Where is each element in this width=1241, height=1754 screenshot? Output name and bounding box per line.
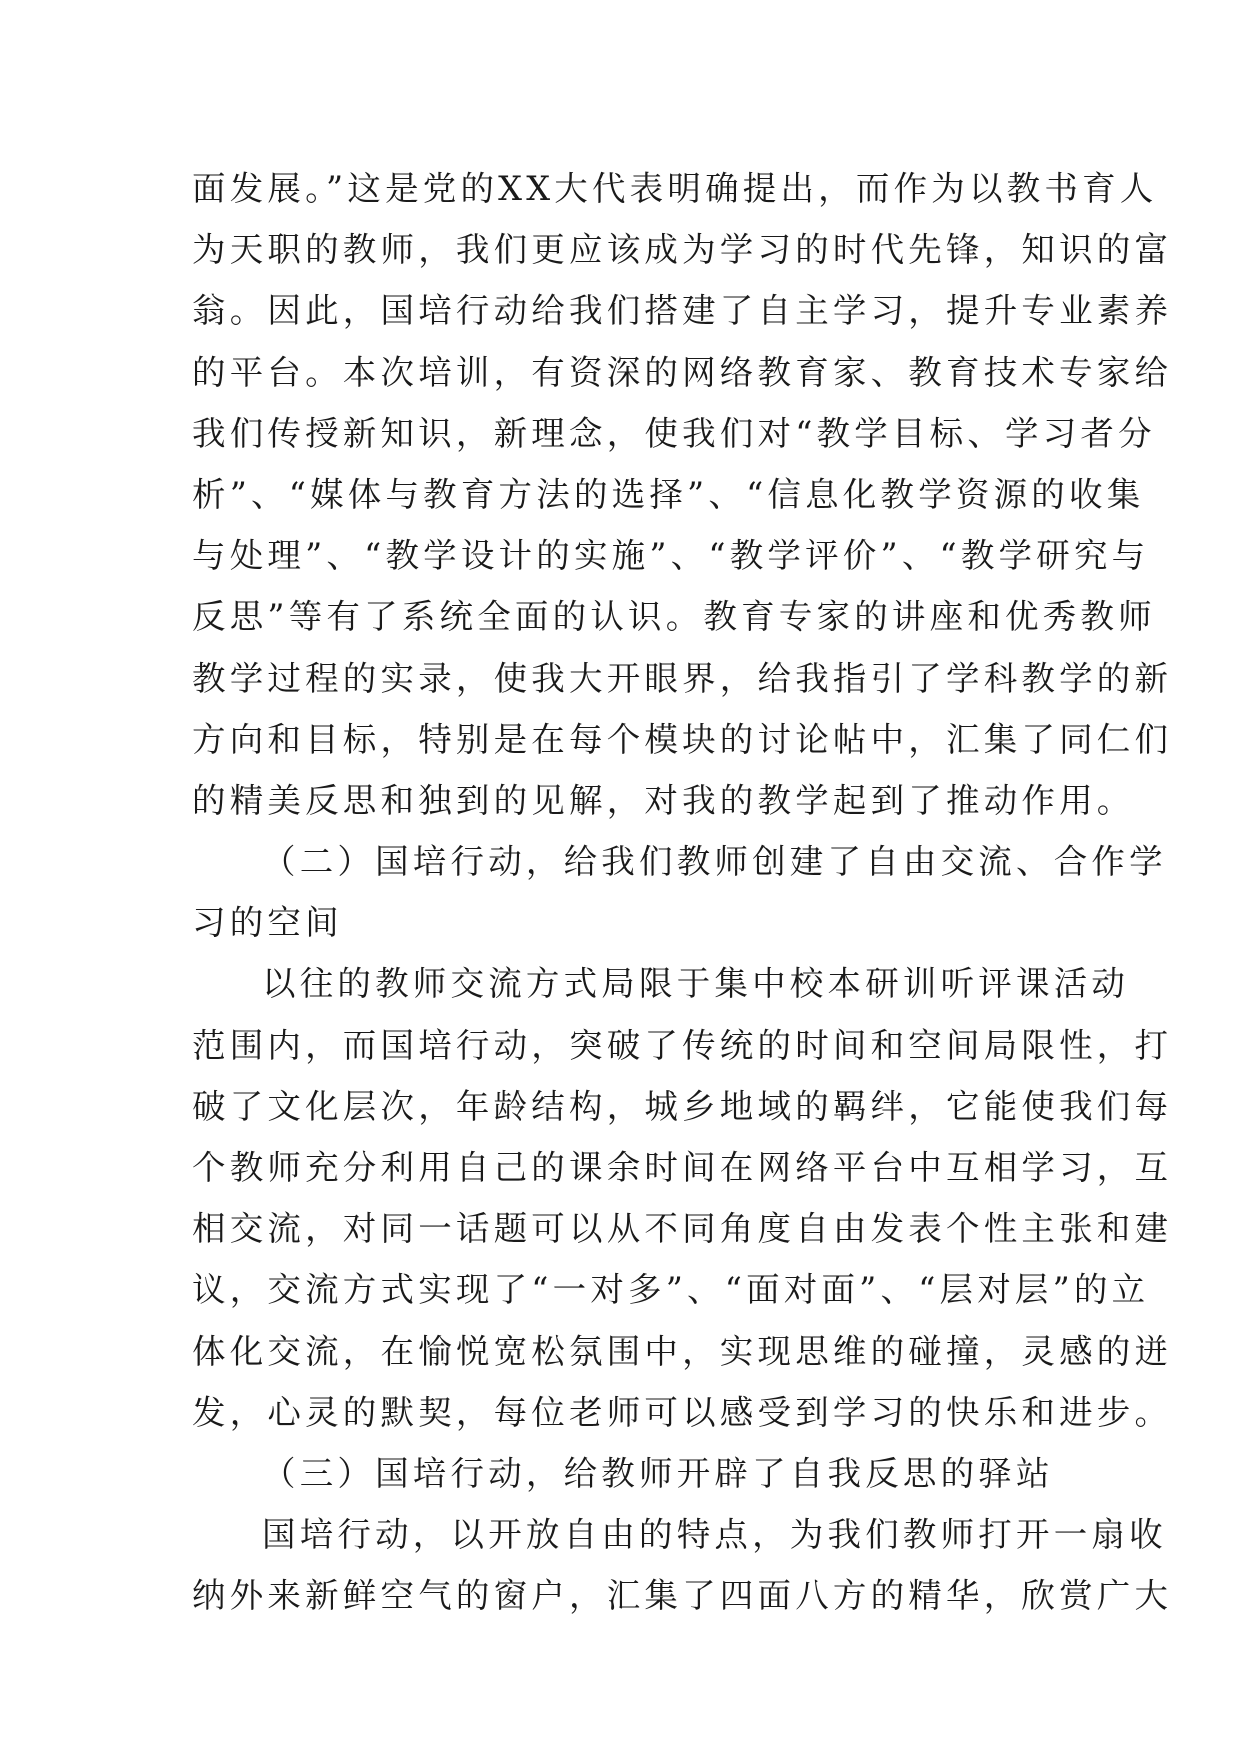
document-body (192, 158, 1173, 1627)
text-line: 相交流，对同一话题可以从不同角度自由发表个性主张和建 (192, 1209, 1173, 1249)
text-line: 方向和目标，特别是在每个模块的讨论帖中，汇集了同仁们 (192, 719, 1173, 759)
text-line: 为天职的教师，我们更应该成为学习的时代先锋，知识的富 (192, 230, 1173, 270)
text-line: 教学过程的实录，使我大开眼界，给我指引了学科教学的新 (192, 658, 1173, 698)
text-line: （三）国培行动，给教师开辟了自我反思的驿站 (262, 1453, 1054, 1493)
text-line: 与处理”、“教学设计的实施”、“教学评价”、“教学研究与 (192, 536, 1150, 576)
text-line: 我们传授新知识，新理念，使我们对“教学目标、学习者分 (192, 413, 1156, 453)
text-line: 破了文化层次，年龄结构，城乡地域的羁绊，它能使我们每 (192, 1086, 1173, 1126)
text-line: 反思”等有了系统全面的认识。教育专家的讲座和优秀教师 (192, 597, 1156, 637)
text-line: 以往的教师交流方式局限于集中校本研训听评课活动 (262, 964, 1130, 1004)
text-line: 议，交流方式实现了“一对多”、“面对面”、“层对层”的立 (192, 1270, 1150, 1310)
text-line: （二）国培行动，给我们教师创建了自由交流、合作学 (262, 842, 1167, 882)
text-line: 发，心灵的默契，每位老师可以感受到学习的快乐和进步。 (192, 1392, 1173, 1432)
text-line: 面发展。”这是党的XX大代表明确提出，而作为以教书育人 (192, 169, 1158, 208)
text-line: 纳外来新鲜空气的窗户，汇集了四面八方的精华，欣赏广大 (192, 1576, 1173, 1616)
text-line: 习的空间 (192, 903, 343, 943)
text-line: 国培行动，以开放自由的特点，为我们教师打开一扇收 (262, 1515, 1167, 1555)
text-line: 范围内，而国培行动，突破了传统的时间和空间局限性，打 (192, 1025, 1173, 1065)
text-line: 的平台。本次培训，有资深的网络教育家、教育技术专家给 (192, 352, 1173, 392)
text-line: 析”、“媒体与教育方法的选择”、“信息化教学资源的收集 (192, 474, 1145, 514)
text-line: 的精美反思和独到的见解，对我的教学起到了推动作用。 (192, 780, 1135, 820)
text-line: 体化交流，在愉悦宽松氛围中，实现思维的碰撞，灵感的迸 (192, 1331, 1173, 1371)
text-line: 翁。因此，国培行动给我们搭建了自主学习，提升专业素养 (192, 291, 1173, 331)
text-line: 个教师充分利用自己的课余时间在网络平台中互相学习，互 (192, 1148, 1173, 1187)
